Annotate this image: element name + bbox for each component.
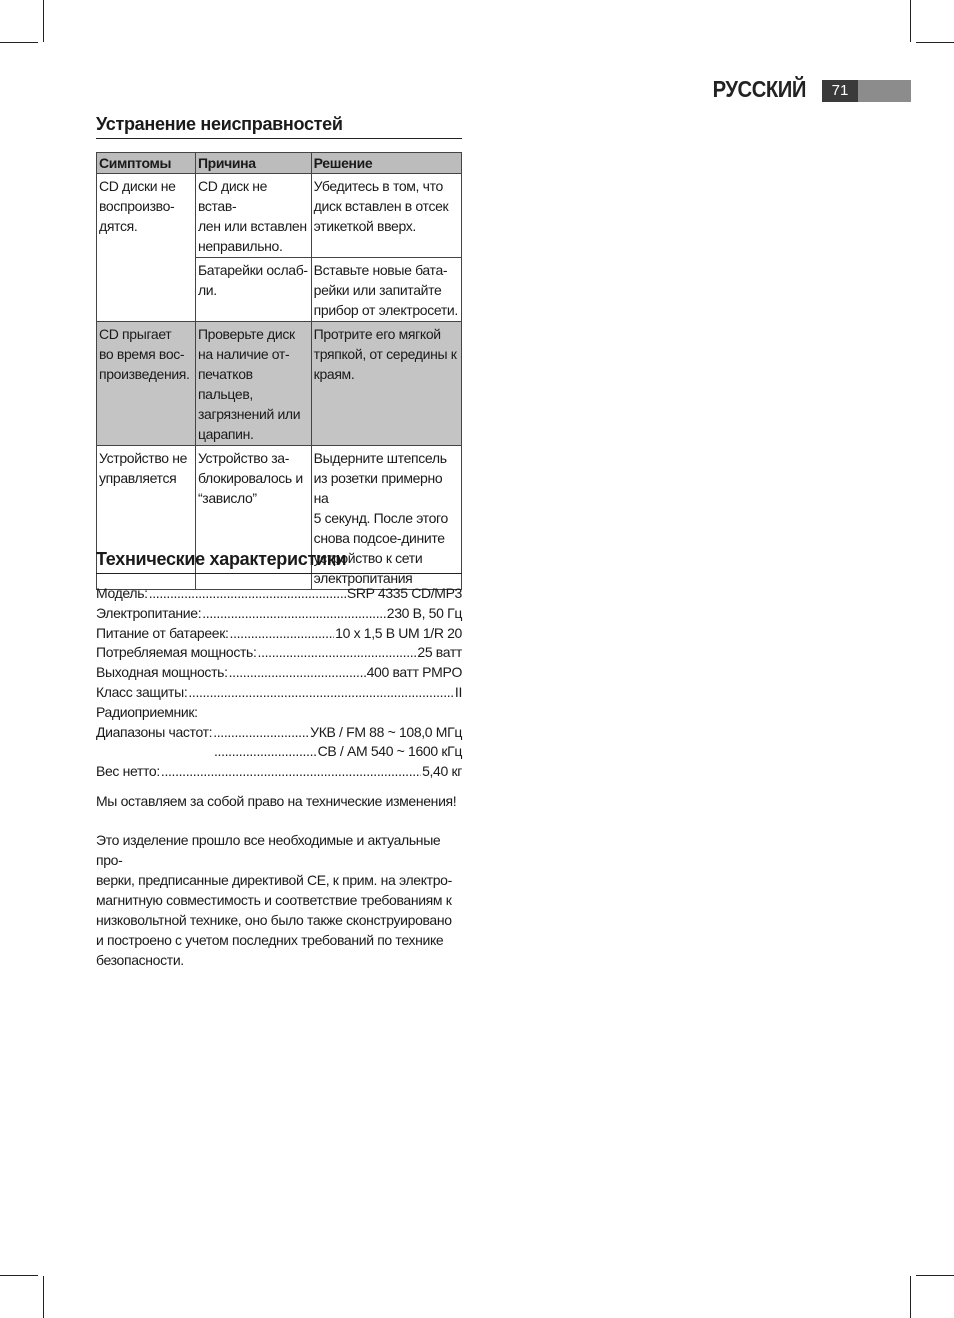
spec-output [96, 663, 462, 683]
spec-ranges-fm [96, 723, 462, 743]
crop-mark [910, 1276, 911, 1318]
dot-leader [188, 683, 454, 703]
spec-label: Питание от батареек: [96, 624, 229, 641]
column-header-cause: Причина [195, 153, 311, 174]
spec-value: II [454, 683, 462, 700]
spec-label: Выходная мощность: [96, 664, 228, 681]
spec-value: 5,40 кг [422, 763, 462, 780]
dot-leader [213, 723, 309, 743]
crop-mark [916, 42, 954, 43]
solution-cell: Вставьте новые бата- рейки или запитайте прибор от электросети. [311, 258, 461, 322]
crop-mark [910, 0, 911, 42]
symptom-cell: Устройство не управляется [97, 446, 196, 590]
page-number: 71 [822, 80, 858, 102]
column-header-solution: Решение [311, 153, 461, 174]
troubleshooting-table [96, 152, 462, 590]
crop-mark [0, 1275, 38, 1276]
symptom-cell: CD прыгает во время вос- произведения. [97, 322, 196, 446]
solution-cell: Выдерните штепсель из розетки примерно на 5 секунд. После этого снова подсое-дините устройство к сети электропитания [311, 446, 461, 590]
crop-mark [0, 42, 38, 43]
page-tab-bar [858, 80, 911, 102]
cause-cell: Устройство за- блокировалось и “зависло” [195, 446, 311, 590]
spec-value: УКВ / FM 88 ~ 108,0 МГц [310, 723, 462, 740]
language-heading: РУССКИЙ [712, 76, 806, 102]
solution-cell: Протрите его мягкой тряпкой, от середины к краям. [311, 322, 461, 446]
table-row [97, 322, 462, 446]
cause-cell: Проверьте диск на наличие от- печатков пальцев, загрязнений или царапин. [195, 322, 311, 446]
ce-paragraph: Это изделение прошло все необходимые и актуальные про- верки, предписанные директивой CE, к прим. на электро- магнитную совместимость и соответствие требованиям к низковольтной технике, оно было также сконструировано и построено с учетом последних требований по технике безопасности. [96, 832, 452, 968]
dot-leader [230, 624, 335, 644]
spec-label: Вес нетто: [96, 763, 160, 780]
spec-weight [96, 762, 462, 782]
dot-leader [149, 584, 346, 604]
spec-power [96, 604, 462, 624]
spec-label: Электропитание: [96, 604, 202, 621]
reserve-note: Мы оставляем за собой право на технические изменения! [96, 793, 457, 809]
spec-protection [96, 683, 462, 703]
dot-leader [258, 643, 417, 663]
spec-label: Модель: [96, 585, 148, 601]
spec-radio [96, 703, 462, 723]
spec-value: 25 ватт [417, 644, 462, 661]
spec-value: СВ / AM 540 ~ 1600 кГц [317, 743, 462, 760]
spec-consumption [96, 643, 462, 663]
column-header-symptoms: Симптомы [97, 153, 196, 174]
specs-list [96, 584, 462, 782]
cause-cell: Батарейки ослаб- ли. [195, 258, 311, 322]
spec-value: 400 ватт PMPO [366, 664, 462, 681]
dot-leader [161, 762, 421, 782]
spec-label: Диапазоны частот: [96, 723, 213, 740]
spec-value: SRP 4335 CD/MP3 [346, 585, 462, 601]
spec-value: 10 x 1,5 В UM 1/R 20 [335, 624, 462, 641]
crop-mark [43, 0, 44, 42]
spec-ranges-am [96, 742, 462, 762]
table-header-row [97, 153, 462, 174]
dot-leader [229, 663, 366, 683]
spec-battery [96, 624, 462, 644]
crop-mark [916, 1275, 954, 1276]
spec-label: Потребляемая мощность: [96, 644, 257, 661]
spec-value: 230 В, 50 Гц [386, 604, 462, 621]
spec-label: Радиоприемник: [96, 703, 198, 720]
dot-leader [202, 604, 386, 624]
troubleshooting-title: Устранение неисправностей [96, 114, 462, 139]
symptom-cell: CD диски не воспроизво- дятся. [97, 174, 196, 322]
spec-label: Класс защиты: [96, 683, 188, 700]
spec-model [96, 584, 462, 604]
specs-title: Технические характеристики [96, 549, 462, 574]
crop-mark [43, 1276, 44, 1318]
dot-leader [214, 742, 317, 762]
table-row [97, 174, 462, 258]
solution-cell: Убедитесь в том, что диск вставлен в отсек этикеткой вверх. [311, 174, 461, 258]
cause-cell: CD диск не встав- лен или вставлен неправильно. [195, 174, 311, 258]
